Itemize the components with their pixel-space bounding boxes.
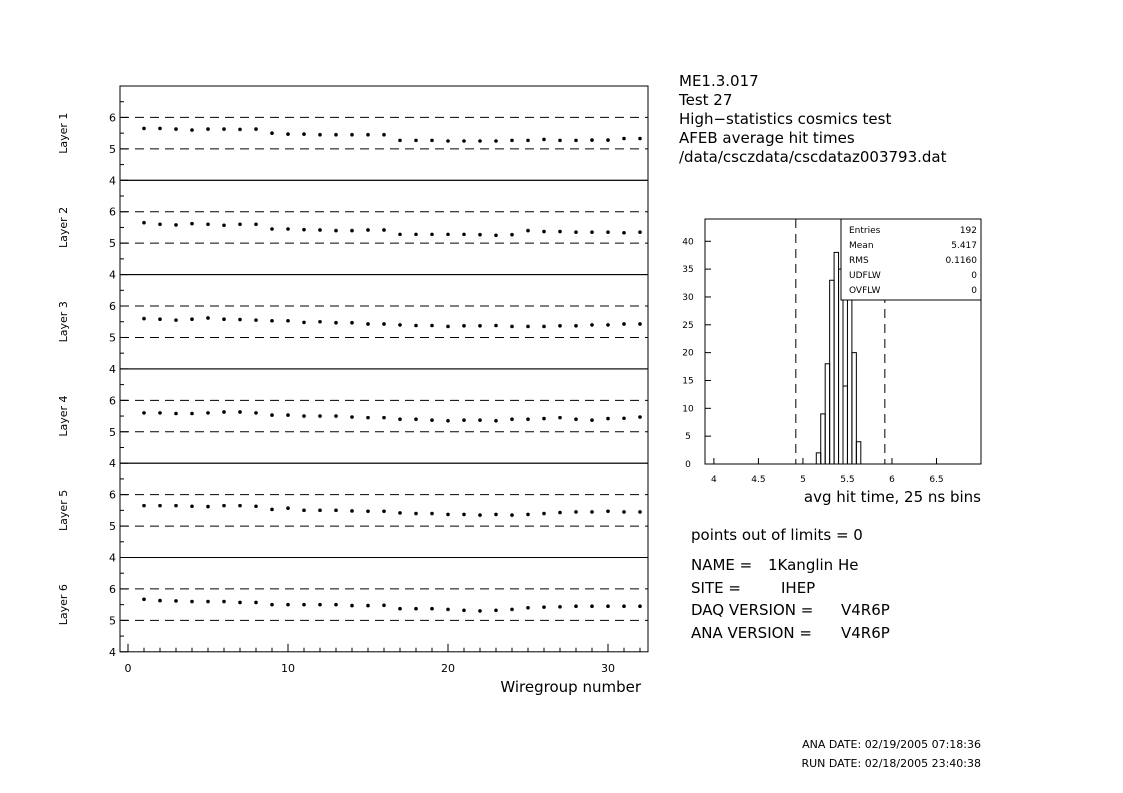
data-point <box>206 127 210 131</box>
layer-label: Layer 5 <box>57 489 70 531</box>
data-point <box>318 228 322 232</box>
data-point <box>542 325 546 329</box>
data-point <box>398 323 402 327</box>
y-tick-label: 4 <box>109 457 116 471</box>
data-point <box>526 229 530 233</box>
y-tick-label: 6 <box>109 111 116 125</box>
stats-value: 0.1160 <box>945 256 977 266</box>
data-point <box>574 510 578 514</box>
data-point <box>446 233 450 237</box>
y-tick-label: 5 <box>109 614 116 628</box>
data-point <box>334 133 338 137</box>
data-point <box>574 604 578 608</box>
data-point <box>446 513 450 517</box>
stats-label: Mean <box>849 241 874 251</box>
data-point <box>526 139 530 143</box>
data-point <box>366 416 370 420</box>
data-point <box>254 504 258 508</box>
data-point <box>174 599 178 603</box>
histogram-x-axis-title: avg hit time, 25 ns bins <box>803 488 981 506</box>
data-point <box>606 138 610 142</box>
y-tick-label: 6 <box>109 582 116 596</box>
data-point <box>318 603 322 607</box>
data-point <box>494 419 498 423</box>
hist-y-tick-label: 20 <box>682 348 694 359</box>
stats-value: 0 <box>971 286 977 296</box>
data-point <box>238 318 242 322</box>
data-point <box>158 599 162 603</box>
layer-panel-6 <box>57 558 648 659</box>
hist-x-tick-label: 5 <box>800 475 806 485</box>
data-point <box>366 322 370 326</box>
hit-time-histogram <box>682 219 981 506</box>
layer-panel-3 <box>57 275 648 376</box>
name-label: NAME = <box>691 556 753 574</box>
data-point <box>398 511 402 515</box>
layer-panel-2 <box>57 180 648 281</box>
data-point <box>350 229 354 233</box>
data-point <box>526 417 530 421</box>
chamber-id: ME1.3.017 <box>679 72 759 90</box>
site-value: IHEP <box>781 579 816 597</box>
data-point <box>350 415 354 419</box>
data-point <box>558 230 562 234</box>
data-point <box>318 414 322 418</box>
test-number: Test 27 <box>679 91 733 109</box>
data-point <box>510 513 514 517</box>
histogram-bin <box>825 364 829 464</box>
hist-y-tick-label: 40 <box>682 237 694 248</box>
data-point <box>318 509 322 513</box>
y-tick-label: 5 <box>109 425 116 439</box>
data-point <box>478 233 482 237</box>
stats-label: RMS <box>849 256 869 266</box>
data-point <box>158 127 162 131</box>
layer-label: Layer 6 <box>57 584 70 626</box>
data-point <box>526 325 530 329</box>
y-tick-label: 4 <box>109 268 116 282</box>
y-tick-label: 5 <box>109 237 116 251</box>
hist-x-tick-label: 6 <box>889 475 895 485</box>
run-info <box>691 526 890 642</box>
layer-panel-5 <box>57 463 648 564</box>
data-point <box>446 419 450 423</box>
data-point <box>254 411 258 415</box>
data-point <box>574 230 578 234</box>
y-tick-label: 5 <box>109 520 116 534</box>
data-point <box>510 325 514 329</box>
data-point <box>398 233 402 237</box>
y-tick-label: 4 <box>109 174 116 188</box>
x-axis-title: Wiregroup number <box>500 678 641 696</box>
data-point <box>606 417 610 421</box>
data-point <box>606 323 610 327</box>
data-point <box>270 508 274 512</box>
data-point <box>542 230 546 234</box>
data-point <box>590 510 594 514</box>
data-point <box>254 318 258 322</box>
data-point <box>206 600 210 604</box>
data-point <box>622 322 626 326</box>
data-point <box>382 228 386 232</box>
analysis-date: ANA DATE: 02/19/2005 07:18:36 <box>802 738 981 751</box>
data-point <box>478 418 482 422</box>
data-point <box>398 607 402 611</box>
points-out-of-limits: points out of limits = 0 <box>691 526 863 544</box>
stats-value: 0 <box>971 271 977 281</box>
data-point <box>558 139 562 143</box>
data-point <box>510 139 514 143</box>
data-point <box>190 222 194 226</box>
data-point <box>350 133 354 137</box>
data-point <box>542 138 546 142</box>
data-point <box>494 513 498 517</box>
hist-y-tick-label: 0 <box>685 460 691 470</box>
run-date: RUN DATE: 02/18/2005 23:40:38 <box>801 757 981 770</box>
data-point <box>238 128 242 132</box>
data-file-path: /data/csczdata/cscdataz003793.dat <box>679 148 947 166</box>
data-point <box>430 418 434 422</box>
data-point <box>462 233 466 237</box>
data-point <box>174 223 178 227</box>
stats-label: OVFLW <box>849 286 881 296</box>
data-point <box>174 504 178 508</box>
histogram-bin <box>852 353 856 464</box>
ana-version-label: ANA VERSION = <box>691 624 812 642</box>
data-point <box>238 223 242 227</box>
y-tick-label: 6 <box>109 488 116 502</box>
data-point <box>270 131 274 135</box>
x-tick-label: 10 <box>281 661 295 675</box>
data-point <box>350 509 354 513</box>
x-tick-label: 0 <box>124 661 132 675</box>
data-point <box>238 410 242 414</box>
data-point <box>190 128 194 132</box>
data-point <box>174 412 178 416</box>
data-point <box>398 417 402 421</box>
histogram-bin <box>816 453 820 464</box>
layer-panel-4 <box>57 369 648 470</box>
data-point <box>334 603 338 607</box>
data-point <box>526 513 530 517</box>
data-point <box>414 324 418 328</box>
data-point <box>190 600 194 604</box>
data-point <box>334 321 338 325</box>
data-point <box>286 132 290 136</box>
data-point <box>478 139 482 143</box>
data-point <box>638 322 642 326</box>
layer-label: Layer 4 <box>57 395 70 437</box>
data-point <box>622 510 626 514</box>
ana-version-value: V4R6P <box>841 624 890 642</box>
hist-x-tick-label: 5.5 <box>840 475 855 485</box>
hist-y-tick-label: 15 <box>682 376 694 387</box>
y-tick-label: 6 <box>109 205 116 219</box>
data-point <box>238 601 242 605</box>
data-point <box>574 324 578 328</box>
data-point <box>286 603 290 607</box>
hist-y-tick-label: 10 <box>682 404 694 415</box>
data-point <box>478 609 482 613</box>
y-tick-label: 4 <box>109 645 116 659</box>
hist-x-tick-label: 4 <box>711 475 717 485</box>
data-point <box>414 233 418 237</box>
y-tick-label: 6 <box>109 300 116 314</box>
y-tick-label: 6 <box>109 394 116 408</box>
y-tick-label: 4 <box>109 551 116 565</box>
data-point <box>158 504 162 508</box>
histogram-bin <box>830 280 834 464</box>
data-point <box>206 505 210 509</box>
data-point <box>494 324 498 328</box>
data-point <box>222 317 226 321</box>
data-point <box>558 511 562 515</box>
stats-value: 5.417 <box>951 241 977 251</box>
data-point <box>286 319 290 323</box>
layer-panel-1 <box>57 86 648 187</box>
hist-y-tick-label: 30 <box>682 292 694 303</box>
data-point <box>238 504 242 508</box>
footer-dates <box>801 738 981 770</box>
data-point <box>142 221 146 225</box>
data-point <box>446 325 450 329</box>
data-point <box>542 417 546 421</box>
data-point <box>398 139 402 143</box>
data-point <box>590 138 594 142</box>
data-point <box>462 324 466 328</box>
hist-x-tick-label: 4.5 <box>751 475 766 485</box>
hist-x-tick-label: 6.5 <box>929 475 944 485</box>
data-point <box>190 317 194 321</box>
data-point <box>478 324 482 328</box>
data-point <box>494 139 498 143</box>
data-point <box>302 414 306 418</box>
layer-frame <box>120 180 648 274</box>
data-point <box>590 230 594 234</box>
data-point <box>382 322 386 326</box>
data-point <box>510 417 514 421</box>
data-point <box>446 139 450 143</box>
data-point <box>622 604 626 608</box>
data-point <box>430 512 434 516</box>
data-point <box>606 230 610 234</box>
data-point <box>302 603 306 607</box>
data-point <box>574 417 578 421</box>
data-point <box>414 607 418 611</box>
histogram-bin <box>834 252 838 464</box>
data-point <box>558 324 562 328</box>
data-point <box>606 509 610 513</box>
header-block <box>678 72 947 166</box>
data-point <box>606 604 610 608</box>
data-point <box>366 604 370 608</box>
data-point <box>430 324 434 328</box>
x-tick-label: 30 <box>601 661 615 675</box>
data-point <box>286 227 290 231</box>
hist-y-tick-label: 25 <box>682 320 694 331</box>
data-point <box>638 415 642 419</box>
data-point <box>414 512 418 516</box>
histogram-bin <box>856 442 860 464</box>
data-point <box>366 133 370 137</box>
x-tick-label: 20 <box>441 661 455 675</box>
data-point <box>622 231 626 235</box>
data-point <box>478 513 482 517</box>
data-point <box>142 317 146 321</box>
data-point <box>558 416 562 420</box>
data-point <box>302 228 306 232</box>
data-point <box>190 412 194 416</box>
data-point <box>414 417 418 421</box>
data-point <box>254 223 258 227</box>
layer-frame <box>120 275 648 369</box>
histogram-bin <box>821 414 825 464</box>
data-point <box>302 509 306 513</box>
daq-version-label: DAQ VERSION = <box>691 601 814 619</box>
data-point <box>638 137 642 141</box>
data-point <box>462 609 466 613</box>
data-point <box>222 504 226 508</box>
data-point <box>286 413 290 417</box>
data-point <box>174 318 178 322</box>
data-point <box>622 137 626 141</box>
test-description: High−statistics cosmics test <box>679 110 892 128</box>
hist-y-tick-label: 35 <box>682 265 694 276</box>
y-tick-label: 5 <box>109 331 116 345</box>
data-point <box>350 604 354 608</box>
layer-panels <box>57 86 648 659</box>
data-point <box>206 316 210 320</box>
data-point <box>334 229 338 233</box>
data-point <box>222 127 226 131</box>
data-point <box>158 223 162 227</box>
layer-label: Layer 3 <box>57 301 70 343</box>
data-point <box>638 230 642 234</box>
data-point <box>302 132 306 136</box>
data-point <box>142 504 146 508</box>
data-point <box>574 139 578 143</box>
data-point <box>494 234 498 238</box>
stats-label: UDFLW <box>849 271 881 281</box>
data-point <box>158 411 162 415</box>
data-point <box>462 139 466 143</box>
data-point <box>382 416 386 420</box>
data-point <box>206 411 210 415</box>
data-point <box>206 223 210 227</box>
data-point <box>142 411 146 415</box>
data-point <box>558 605 562 609</box>
data-point <box>318 320 322 324</box>
data-point <box>446 608 450 612</box>
data-point <box>462 513 466 517</box>
data-point <box>318 133 322 137</box>
data-point <box>366 509 370 513</box>
plot-subject: AFEB average hit times <box>679 129 855 147</box>
data-point <box>430 139 434 143</box>
y-tick-label: 4 <box>109 362 116 376</box>
data-point <box>526 606 530 610</box>
layer-label: Layer 2 <box>57 206 70 249</box>
data-point <box>254 127 258 131</box>
daq-version-value: V4R6P <box>841 601 890 619</box>
hist-y-tick-label: 5 <box>685 432 691 443</box>
data-point <box>350 321 354 325</box>
data-point <box>190 504 194 508</box>
data-point <box>414 139 418 143</box>
data-point <box>334 414 338 418</box>
data-point <box>542 605 546 609</box>
data-point <box>286 506 290 510</box>
histogram-bin <box>843 386 847 464</box>
data-point <box>542 512 546 516</box>
data-point <box>270 413 274 417</box>
data-point <box>590 323 594 327</box>
data-point <box>270 319 274 323</box>
data-point <box>382 509 386 513</box>
site-label: SITE = <box>691 579 741 597</box>
data-point <box>494 609 498 613</box>
data-point <box>142 127 146 131</box>
data-point <box>366 228 370 232</box>
data-point <box>622 416 626 420</box>
data-point <box>382 133 386 137</box>
data-point <box>270 603 274 607</box>
y-tick-label: 5 <box>109 142 116 156</box>
data-point <box>590 604 594 608</box>
data-point <box>638 510 642 514</box>
data-point <box>510 608 514 612</box>
data-point <box>430 607 434 611</box>
data-point <box>590 418 594 422</box>
data-point <box>222 600 226 604</box>
data-point <box>334 509 338 513</box>
data-point <box>462 418 466 422</box>
data-point <box>222 410 226 414</box>
data-point <box>430 233 434 237</box>
data-point <box>638 604 642 608</box>
data-point <box>510 233 514 237</box>
stats-label: Entries <box>849 226 881 236</box>
data-point <box>382 603 386 607</box>
data-point <box>302 321 306 325</box>
data-point <box>158 317 162 321</box>
stats-value: 192 <box>959 226 977 236</box>
data-point <box>174 127 178 131</box>
name-value: 1Kanglin He <box>768 556 859 574</box>
data-point <box>270 227 274 231</box>
layer-label: Layer 1 <box>57 112 70 154</box>
data-point <box>254 601 258 605</box>
data-point <box>142 598 146 602</box>
data-point <box>222 223 226 227</box>
